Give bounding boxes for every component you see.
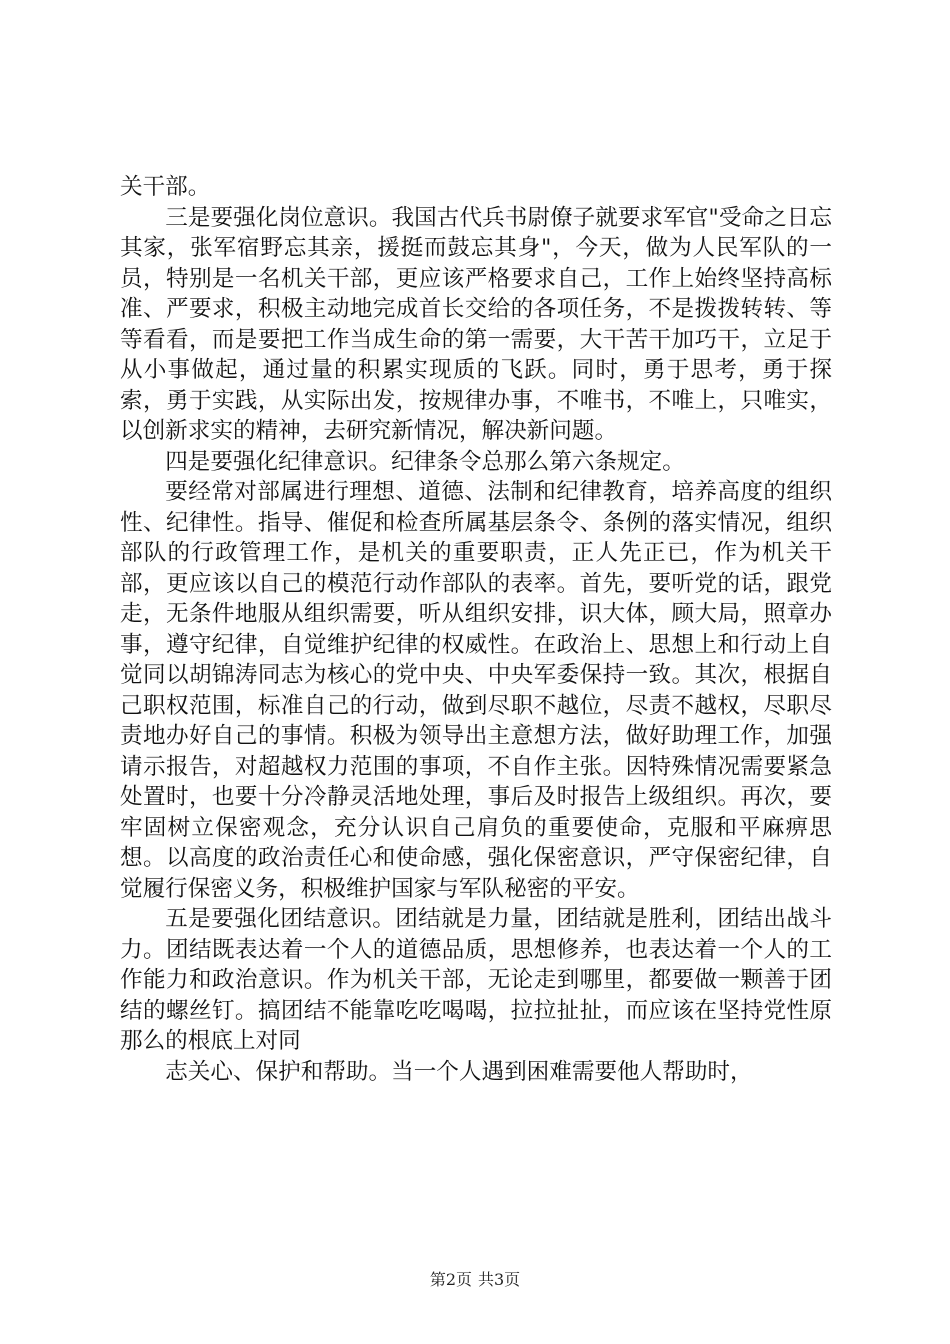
page-footer: [0, 1270, 950, 1290]
paragraph-post-awareness: 三是要强化岗位意识。我国古代兵书尉僚子就要求军官"受命之日忘其家，张军宿野忘其亲，援挺而鼓忘其身"，今天，做为人民军队的一员，特别是一名机关干部，更应该严格要求自己，工作上始终坚持高标准、严要求，积极主动地完成首长交给的各项任务，不是拨拨转转、等等看看，而是要把工作当成生命的第一需要，大干苦干加巧干，立足于从小事做起，通过量的积累实现质的飞跃。同时，勇于思考，勇于探索，勇于实践，从实际出发，按规律办事，不唯书，不唯上，只唯实，以创新求实的精神，去研究新情况，解决新问题。: [120, 204, 832, 444]
paragraph-unity-continued: 志关心、保护和帮助。当一个人遇到困难需要他人帮助时，: [165, 1058, 753, 1085]
page-total: 共3页: [478, 1270, 521, 1289]
document-body: [120, 172, 832, 1087]
paragraph-discipline-awareness: 四是要强化纪律意识。纪律条令总那么第六条规定。: [165, 448, 685, 475]
page-number: 第2页: [429, 1270, 472, 1289]
paragraph-discipline-details: 要经常对部属进行理想、道德、法制和纪律教育，培养高度的组织性、纪律性。指导、催促和检查所属基层条令、条例的落实情况，组织部队的行政管理工作，是机关的重要职责，正人先正已，作为机关干部，更应该以自己的模范行动作部队的表率。首先，要听党的话，跟党走，无条件地服从组织需要，听从组织安排，识大体，顾大局，照章办事，遵守纪律，自觉维护纪律的权威性。在政治上、思想上和行动上自觉同以胡锦涛同志为核心的党中央、中央军委保持一致。其次，根据自己职权范围，标准自己的行动，做到尽职不越位，尽责不越权，尽职尽责地办好自己的事情。积极为领导出主意想方法，做好助理工作，加强请示报告，对超越权力范围的事项，不自作主张。因特殊情况需要紧急处置时，也要十分冷静灵活地处理，事后及时报告上级组织。再次，要牢固树立保密观念，充分认识自己肩负的重要使命，克服和平麻痹思想。以高度的政治责任心和使命感，强化保密意识，严守保密纪律，自觉履行保密义务，积极维护国家与军队秘密的平安。: [120, 479, 832, 902]
paragraph-continuation: 关干部。: [120, 174, 211, 200]
paragraph-unity-awareness: 五是要强化团结意识。团结就是力量，团结就是胜利，团结出战斗力。团结既表达着一个人的道德品质，思想修养，也表达着一个人的工作能力和政治意识。作为机关干部，无论走到哪里，都要做一颗善于团结的螺丝钉。搞团结不能靠吃吃喝喝，拉拉扯扯，而应该在坚持党性原那么的根底上对同: [120, 906, 832, 1054]
